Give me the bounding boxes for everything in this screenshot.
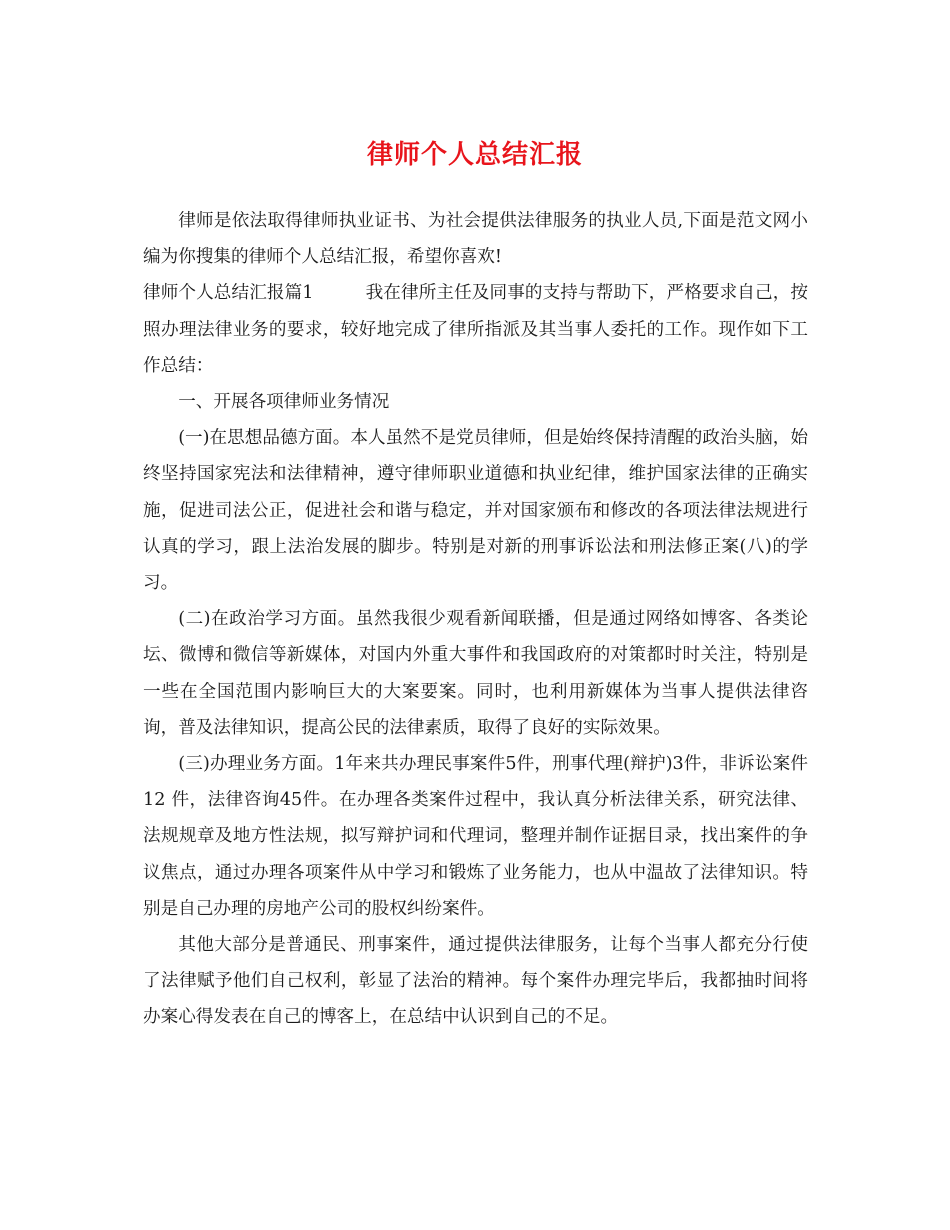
article-lead: 我在律所主任及同事的支持与帮助下，严格要求自己，按照办理法律业务的要求，较好地完成了律所指派及其当事人委托的工作。现作如下工作总结： [143,283,808,376]
paragraph-politics: (二)在政治学习方面。虽然我很少观看新闻联播，但是通过网络如博客、各类论坛、微博和微信等新媒体，对国内外重大事件和我国政府的对策都时时关注，特别是一些在全国范围内影响巨大的大案要案。同时，也利用新媒体为当事人提供法律咨询，普及法律知识，提高公民的法律素质，取得了良好的实际效果。 [143,609,808,738]
paragraph-ethics: (一)在思想品德方面。本人虽然不是党员律师，但是始终保持清醒的政治头脑，始终坚持国家宪法和法律精神，遵守律师职业道德和执业纪律，维护国家法律的正确实施，促进司法公正，促进社会和谐与稳定，并对国家颁布和修改的各项法律法规进行认真的学习，跟上法治发展的脚步。特别是对新的刑事诉讼法和刑法修正案(八)的学习。 [143,428,808,594]
document-title: 律师个人总结汇报 [366,140,583,170]
article-paragraph [143,275,808,384]
paragraph-business: (三)办理业务方面。1年来共办理民事案件5件，刑事代理(辩护)3件，非诉讼案件12 件，法律咨询45件。在办理各类案件过程中，我认真分析法律关系，研究法律、法规规章及地方性法规，拟写辩护词和代理词，整理并制作证据目录，找出案件的争议焦点，通过办理各项案件从中学习和锻炼了业务能力，也从中温故了法律知识。特别是自己办理的房地产公司的股权纠纷案件。 [143,754,808,919]
paragraph-other-cases: 其他大部分是普通民、刑事案件，通过提供法律服务，让每个当事人都充分行使了法律赋予他们自己权利，彰显了法治的精神。每个案件办理完毕后，我都抽时间将办案心得发表在自己的博客上，在总结中认识到自己的不足。 [143,935,808,1028]
document-body [143,203,808,1036]
article-label: 律师个人总结汇报篇1 [143,283,314,304]
section-heading: 一、开展各项律师业务情况 [178,392,390,413]
intro-paragraph: 律师是依法取得律师执业证书、为社会提供法律服务的执业人员,下面是范文网小编为你搜集的律师个人总结汇报，希望你喜欢! [143,211,808,268]
